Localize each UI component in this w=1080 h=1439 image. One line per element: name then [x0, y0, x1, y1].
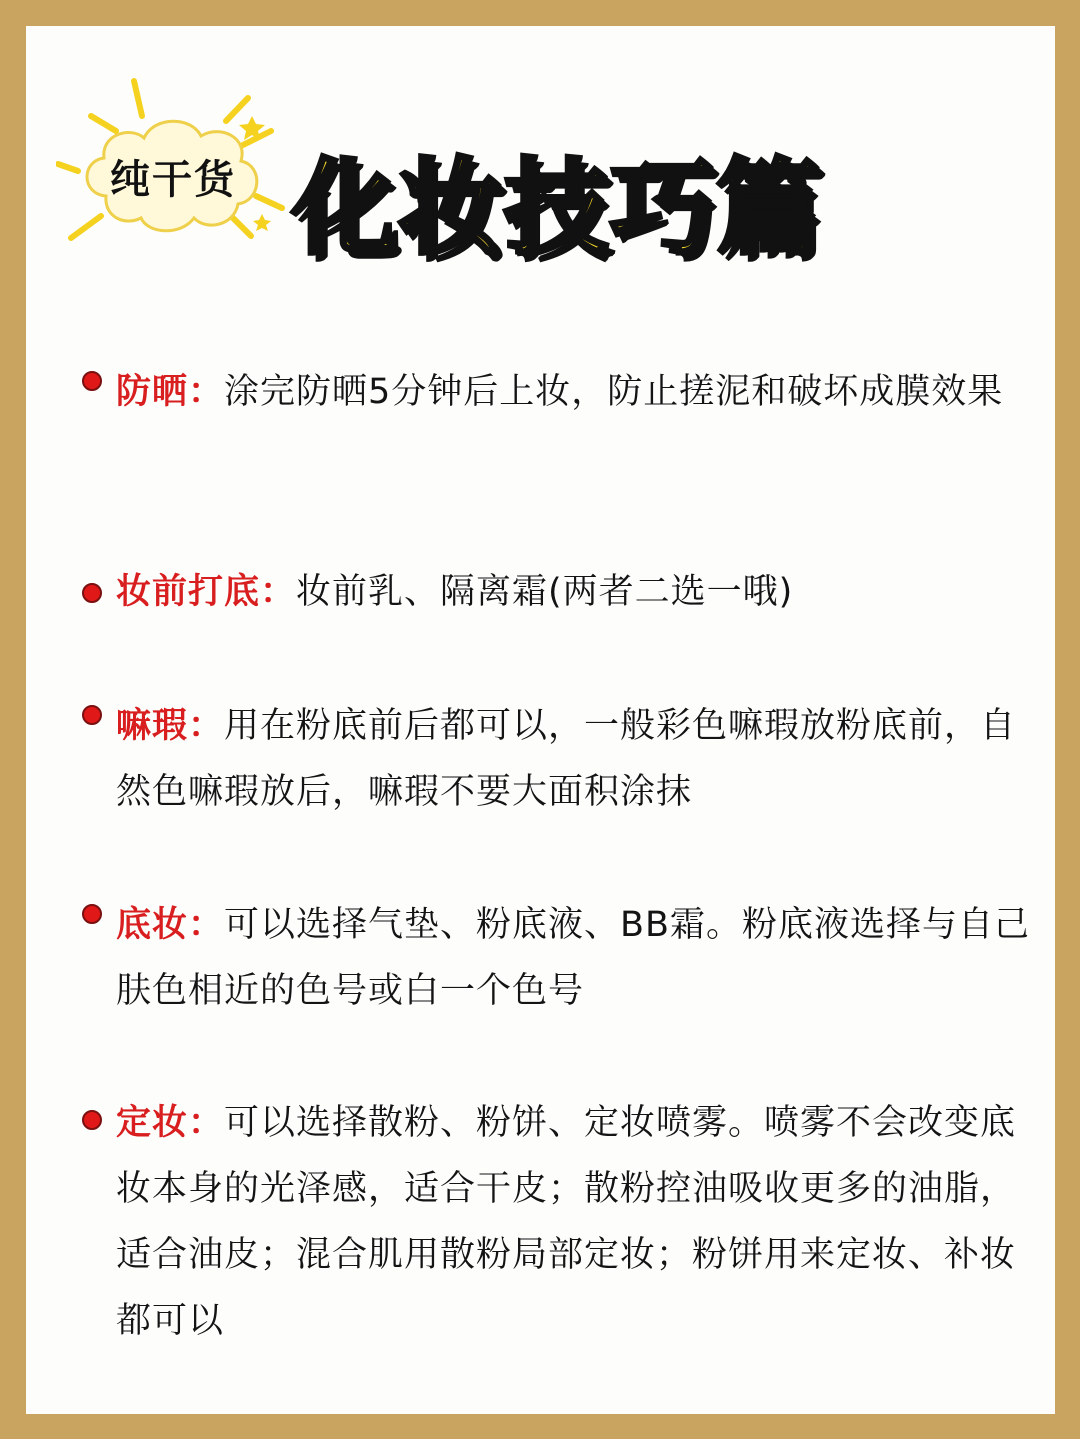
badge: [56, 76, 286, 251]
tip-label: 底妆：: [116, 905, 225, 945]
badge-text: 纯干货: [110, 157, 236, 203]
tip-label: 妆前打底：: [116, 572, 297, 612]
content-card: [26, 26, 1055, 1414]
bullet-icon: [82, 583, 102, 603]
bullet-icon: [82, 371, 102, 391]
page-title: 化妆技巧篇: [292, 147, 823, 269]
tip-text: 可以选择散粉、粉饼、定妆喷雾。喷雾不会改变底妆本身的光泽感，适合干皮；散粉控油吸收更多的油脂，适合油皮；混合肌用散粉局部定妆；粉饼用来定妆、补妆都可以: [116, 1103, 1017, 1341]
bullet-icon: [82, 705, 102, 725]
tip-text: 妆前乳、隔离霜(两者二选一哦): [296, 572, 794, 612]
bullet-icon: [82, 1110, 102, 1130]
tip-text: 涂完防晒5分钟后上妆，防止搓泥和破坏成膜效果: [224, 372, 1004, 412]
bullet-icon: [82, 904, 102, 924]
tip-label: 嘛瑕：: [116, 706, 225, 746]
tip-text: 用在粉底前后都可以，一般彩色嘛瑕放粉底前，自然色嘛瑕放后，嘛瑕不要大面积涂抹: [116, 706, 1017, 812]
tip-label: 定妆：: [116, 1103, 225, 1143]
tip-label: 防晒：: [116, 372, 225, 412]
tip-text: 可以选择气垫、粉底液、BB霜。粉底液选择与自己肤色相近的色号或白一个色号: [116, 905, 1031, 1011]
